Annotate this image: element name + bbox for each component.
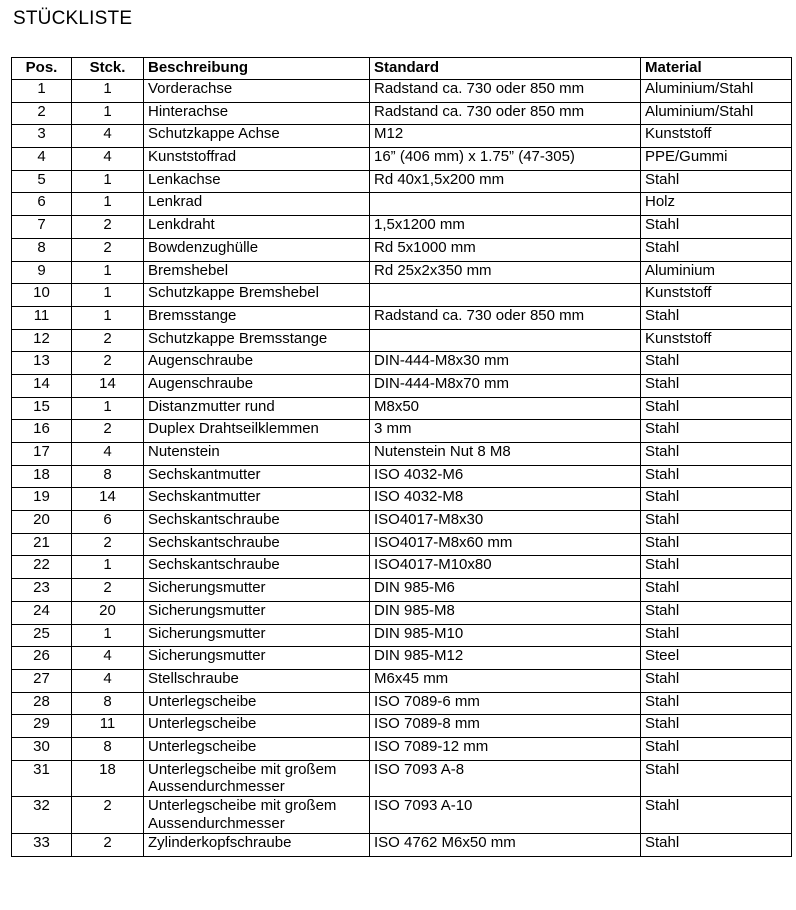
cell-description: Distanzmutter rund (144, 397, 370, 420)
table-row (12, 125, 792, 148)
cell-description: Bowdenzughülle (144, 238, 370, 261)
table-row (12, 511, 792, 534)
cell-pos: 15 (12, 397, 72, 420)
cell-standard: Radstand ca. 730 oder 850 mm (370, 306, 641, 329)
cell-material: Stahl (641, 511, 792, 534)
cell-pos: 10 (12, 284, 72, 307)
cell-description: Duplex Drahtseilklemmen (144, 420, 370, 443)
cell-material: Aluminium/Stahl (641, 102, 792, 125)
cell-description: Zylinderkopfschraube (144, 833, 370, 856)
cell-description: Sechskantschraube (144, 511, 370, 534)
cell-standard (370, 329, 641, 352)
table-row (12, 238, 792, 261)
cell-description: Lenkrad (144, 193, 370, 216)
cell-material: Stahl (641, 692, 792, 715)
cell-description: Sicherungsmutter (144, 579, 370, 602)
cell-qty: 4 (72, 669, 144, 692)
cell-description: Augenschraube (144, 374, 370, 397)
table-row (12, 170, 792, 193)
cell-qty: 20 (72, 601, 144, 624)
cell-description: Sicherungsmutter (144, 601, 370, 624)
cell-qty: 8 (72, 737, 144, 760)
cell-standard: Rd 5x1000 mm (370, 238, 641, 261)
table-row (12, 443, 792, 466)
cell-pos: 27 (12, 669, 72, 692)
cell-description: Unterlegscheibe (144, 715, 370, 738)
cell-pos: 25 (12, 624, 72, 647)
cell-qty: 8 (72, 692, 144, 715)
cell-material: Aluminium (641, 261, 792, 284)
cell-qty: 1 (72, 397, 144, 420)
cell-pos: 4 (12, 148, 72, 171)
cell-qty: 4 (72, 148, 144, 171)
cell-material: Stahl (641, 352, 792, 375)
cell-description: Bremsstange (144, 306, 370, 329)
cell-standard: ISO4017-M10x80 (370, 556, 641, 579)
cell-description: Bremshebel (144, 261, 370, 284)
cell-description: Augenschraube (144, 352, 370, 375)
cell-standard: ISO 4762 M6x50 mm (370, 833, 641, 856)
cell-qty: 1 (72, 80, 144, 103)
cell-qty: 1 (72, 624, 144, 647)
cell-pos: 6 (12, 193, 72, 216)
cell-material: Stahl (641, 170, 792, 193)
cell-qty: 4 (72, 647, 144, 670)
cell-qty: 6 (72, 511, 144, 534)
cell-description: Kunststoffrad (144, 148, 370, 171)
cell-standard (370, 284, 641, 307)
cell-pos: 24 (12, 601, 72, 624)
table-row (12, 692, 792, 715)
cell-pos: 3 (12, 125, 72, 148)
cell-pos: 7 (12, 216, 72, 239)
cell-pos: 12 (12, 329, 72, 352)
cell-description: Vorderachse (144, 80, 370, 103)
cell-qty: 11 (72, 715, 144, 738)
cell-standard: DIN 985-M12 (370, 647, 641, 670)
cell-qty: 14 (72, 488, 144, 511)
page-title: STÜCKLISTE (13, 8, 133, 29)
table-row (12, 261, 792, 284)
header-qty: Stck. (72, 58, 144, 80)
cell-qty: 2 (72, 579, 144, 602)
cell-pos: 13 (12, 352, 72, 375)
table-row (12, 465, 792, 488)
header-pos: Pos. (12, 58, 72, 80)
cell-description: Sechskantschraube (144, 556, 370, 579)
cell-material: PPE/Gummi (641, 148, 792, 171)
cell-material: Stahl (641, 238, 792, 261)
cell-standard: DIN-444-M8x30 mm (370, 352, 641, 375)
table-row (12, 284, 792, 307)
cell-pos: 20 (12, 511, 72, 534)
table-row (12, 80, 792, 103)
cell-qty: 14 (72, 374, 144, 397)
cell-pos: 16 (12, 420, 72, 443)
cell-standard: 1,5x1200 mm (370, 216, 641, 239)
cell-description: Unterlegscheibe (144, 737, 370, 760)
cell-qty: 4 (72, 443, 144, 466)
cell-description: Stellschraube (144, 669, 370, 692)
cell-material: Kunststoff (641, 329, 792, 352)
cell-description: Sechskantmutter (144, 488, 370, 511)
cell-material: Stahl (641, 443, 792, 466)
cell-material: Kunststoff (641, 284, 792, 307)
cell-description: Schutzkappe Achse (144, 125, 370, 148)
cell-material: Stahl (641, 306, 792, 329)
cell-pos: 19 (12, 488, 72, 511)
cell-qty: 8 (72, 465, 144, 488)
cell-material: Stahl (641, 397, 792, 420)
cell-pos: 21 (12, 533, 72, 556)
cell-pos: 17 (12, 443, 72, 466)
cell-standard: M6x45 mm (370, 669, 641, 692)
cell-material: Steel (641, 647, 792, 670)
cell-standard: M12 (370, 125, 641, 148)
cell-pos: 31 (12, 760, 72, 797)
cell-qty: 1 (72, 284, 144, 307)
cell-qty: 2 (72, 329, 144, 352)
cell-material: Holz (641, 193, 792, 216)
table-row (12, 420, 792, 443)
parts-list-table (11, 57, 792, 857)
cell-qty: 2 (72, 420, 144, 443)
cell-standard: ISO 7089-12 mm (370, 737, 641, 760)
cell-standard: ISO 4032-M6 (370, 465, 641, 488)
cell-material: Kunststoff (641, 125, 792, 148)
cell-qty: 2 (72, 833, 144, 856)
table-row (12, 579, 792, 602)
cell-standard: Radstand ca. 730 oder 850 mm (370, 80, 641, 103)
cell-qty: 2 (72, 797, 144, 834)
cell-description: Unterlegscheibe mit großem Aussendurchmesser (144, 797, 370, 834)
cell-pos: 28 (12, 692, 72, 715)
cell-standard: ISO 7089-6 mm (370, 692, 641, 715)
table-row (12, 216, 792, 239)
cell-description: Nutenstein (144, 443, 370, 466)
cell-qty: 2 (72, 216, 144, 239)
table-row (12, 306, 792, 329)
table-row (12, 193, 792, 216)
cell-material: Stahl (641, 715, 792, 738)
cell-description: Unterlegscheibe (144, 692, 370, 715)
cell-material: Stahl (641, 797, 792, 834)
cell-qty: 18 (72, 760, 144, 797)
cell-standard: DIN 985-M10 (370, 624, 641, 647)
cell-material: Stahl (641, 760, 792, 797)
cell-description: Lenkdraht (144, 216, 370, 239)
cell-standard: ISO 7093 A-8 (370, 760, 641, 797)
table-row (12, 533, 792, 556)
header-material: Material (641, 58, 792, 80)
cell-description: Sechskantmutter (144, 465, 370, 488)
table-row (12, 647, 792, 670)
cell-qty: 4 (72, 125, 144, 148)
cell-material: Stahl (641, 579, 792, 602)
cell-material: Aluminium/Stahl (641, 80, 792, 103)
cell-pos: 23 (12, 579, 72, 602)
header-description: Beschreibung (144, 58, 370, 80)
table-row (12, 329, 792, 352)
cell-qty: 1 (72, 306, 144, 329)
cell-standard: ISO 7093 A-10 (370, 797, 641, 834)
cell-material: Stahl (641, 533, 792, 556)
cell-qty: 1 (72, 193, 144, 216)
cell-pos: 26 (12, 647, 72, 670)
table-row (12, 148, 792, 171)
cell-standard: ISO4017-M8x30 (370, 511, 641, 534)
cell-material: Stahl (641, 465, 792, 488)
cell-description: Schutzkappe Bremshebel (144, 284, 370, 307)
cell-pos: 9 (12, 261, 72, 284)
cell-standard: DIN 985-M6 (370, 579, 641, 602)
cell-material: Stahl (641, 669, 792, 692)
cell-material: Stahl (641, 374, 792, 397)
table-row (12, 102, 792, 125)
cell-standard: 16” (406 mm) x 1.75” (47-305) (370, 148, 641, 171)
table-row (12, 669, 792, 692)
cell-description: Lenkachse (144, 170, 370, 193)
cell-pos: 22 (12, 556, 72, 579)
cell-pos: 8 (12, 238, 72, 261)
cell-qty: 2 (72, 533, 144, 556)
cell-standard: ISO 7089-8 mm (370, 715, 641, 738)
table-row (12, 556, 792, 579)
cell-material: Stahl (641, 488, 792, 511)
cell-qty: 1 (72, 261, 144, 284)
header-standard: Standard (370, 58, 641, 80)
cell-material: Stahl (641, 556, 792, 579)
cell-description: Unterlegscheibe mit großem Aussendurchmesser (144, 760, 370, 797)
cell-standard: 3 mm (370, 420, 641, 443)
cell-qty: 1 (72, 556, 144, 579)
cell-standard: ISO 4032-M8 (370, 488, 641, 511)
cell-material: Stahl (641, 833, 792, 856)
cell-standard: DIN-444-M8x70 mm (370, 374, 641, 397)
cell-pos: 30 (12, 737, 72, 760)
cell-standard (370, 193, 641, 216)
table-row (12, 374, 792, 397)
cell-description: Sicherungsmutter (144, 647, 370, 670)
cell-description: Hinterachse (144, 102, 370, 125)
cell-qty: 1 (72, 102, 144, 125)
cell-pos: 2 (12, 102, 72, 125)
cell-description: Schutzkappe Bremsstange (144, 329, 370, 352)
cell-qty: 2 (72, 238, 144, 261)
cell-pos: 29 (12, 715, 72, 738)
cell-standard: Radstand ca. 730 oder 850 mm (370, 102, 641, 125)
cell-material: Stahl (641, 601, 792, 624)
cell-qty: 2 (72, 352, 144, 375)
table-header-row (12, 58, 792, 80)
table-row (12, 737, 792, 760)
table-row (12, 397, 792, 420)
cell-standard: Nutenstein Nut 8 M8 (370, 443, 641, 466)
cell-standard: Rd 40x1,5x200 mm (370, 170, 641, 193)
table-row (12, 601, 792, 624)
table-row (12, 797, 792, 834)
cell-pos: 32 (12, 797, 72, 834)
table-row (12, 624, 792, 647)
cell-material: Stahl (641, 737, 792, 760)
table-row (12, 833, 792, 856)
cell-material: Stahl (641, 420, 792, 443)
cell-pos: 1 (12, 80, 72, 103)
cell-pos: 18 (12, 465, 72, 488)
cell-pos: 5 (12, 170, 72, 193)
cell-pos: 11 (12, 306, 72, 329)
cell-description: Sicherungsmutter (144, 624, 370, 647)
table-row (12, 488, 792, 511)
cell-standard: M8x50 (370, 397, 641, 420)
table-row (12, 760, 792, 797)
table-row (12, 715, 792, 738)
cell-qty: 1 (72, 170, 144, 193)
cell-pos: 14 (12, 374, 72, 397)
cell-standard: DIN 985-M8 (370, 601, 641, 624)
cell-description: Sechskantschraube (144, 533, 370, 556)
cell-standard: ISO4017-M8x60 mm (370, 533, 641, 556)
cell-material: Stahl (641, 624, 792, 647)
cell-standard: Rd 25x2x350 mm (370, 261, 641, 284)
cell-material: Stahl (641, 216, 792, 239)
cell-pos: 33 (12, 833, 72, 856)
table-row (12, 352, 792, 375)
